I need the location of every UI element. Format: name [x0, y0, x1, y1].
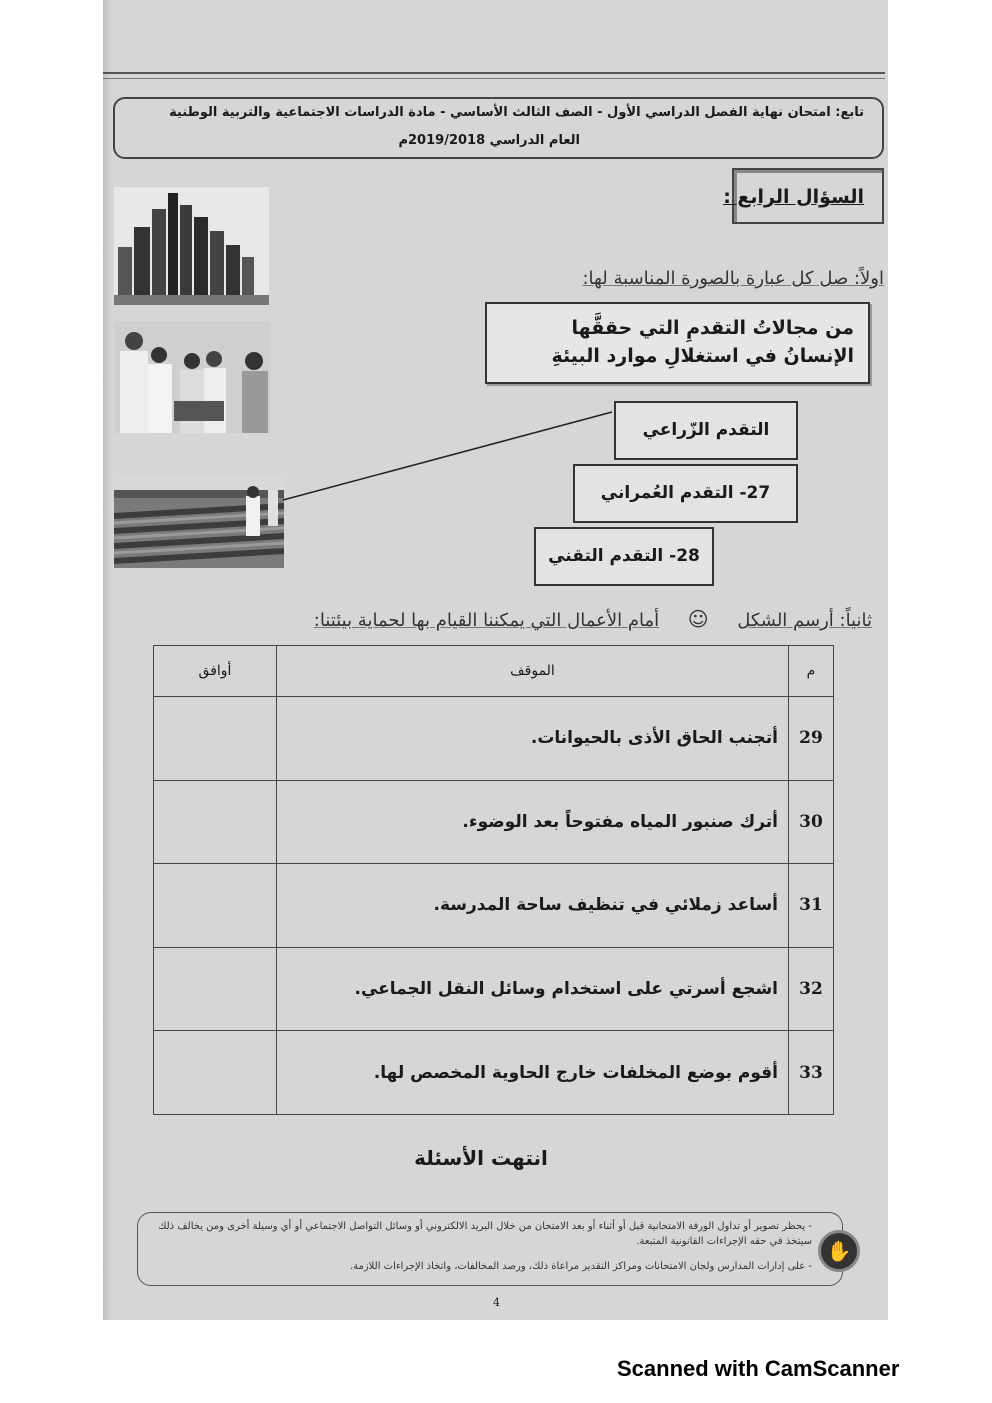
table-row — [154, 697, 834, 781]
option-technical[interactable] — [534, 527, 714, 586]
option-label: التقدم الزّراعي — [642, 420, 770, 440]
option-label: 27- التقدم العُمراني — [600, 483, 771, 503]
table-header-row — [154, 646, 834, 697]
smiley-icon: ☺ — [687, 607, 709, 631]
part2-instruction — [314, 607, 872, 631]
table-row — [154, 780, 834, 864]
option-label: 28- التقدم التقني — [548, 546, 700, 566]
stop-hand-icon: ✋ — [818, 1230, 860, 1272]
row-num: 32 — [789, 947, 834, 1031]
option-agricultural[interactable] — [614, 401, 798, 460]
end-of-questions: انتهت الأسئلة — [414, 1146, 548, 1170]
agree-cell[interactable] — [154, 780, 277, 864]
col-header-situation: الموقف — [277, 646, 789, 697]
footer-line-2: - على إدارات المدارس ولجان الامتحانات ومراكز التقدير مراعاة ذلك، ورصد المخالفات، واتخاذ الإجراءات اللازمة. — [349, 1261, 812, 1272]
row-text: أترك صنبور المياه مفتوحاً بعد الوضوء. — [277, 780, 789, 864]
prompt-text: من مجالاتُ التقدمِ التي حققَّها الإنسانُ في استغلالِ موارد البيئةِ — [551, 317, 854, 367]
col-header-num: م — [789, 646, 834, 697]
agree-cell[interactable] — [154, 947, 277, 1031]
camscanner-watermark: Scanned with CamScanner — [617, 1356, 900, 1381]
footer-notice — [137, 1212, 843, 1286]
row-text: أتجنب الحاق الأذى بالحيوانات. — [277, 697, 789, 781]
row-num: 33 — [789, 1031, 834, 1115]
table-row — [154, 947, 834, 1031]
page-number: 4 — [493, 1296, 500, 1309]
col-header-agree: أوافق — [154, 646, 277, 697]
exam-header-year: العام الدراسي 2019/2018م — [398, 133, 580, 148]
footer-line-1: - يحظر تصوير أو تداول الورقة الامتحانية قبل أو أثناء أو بعد الامتحان من خلال البريد الالكتروني أو وسائل التواصل الاجتماعي أو أي وسيلة أخرى ومن يخالف ذلك سيتخذ في حقه الإجراءات القانونية المتبعة. — [158, 1221, 812, 1247]
row-text: أقوم بوضع المخلفات خارج الحاوية المخصص لها. — [277, 1031, 789, 1115]
agree-cell[interactable] — [154, 864, 277, 948]
row-text: اشجع أسرتي على استخدام وسائل النقل الجماعي. — [277, 947, 789, 1031]
row-text: أساعد زملائي في تنظيف ساحة المدرسة. — [277, 864, 789, 948]
part1-instruction: اولاً: صل كل عبارة بالصورة المناسبة لها: — [582, 268, 884, 289]
row-num: 30 — [789, 780, 834, 864]
prompt-box — [485, 302, 870, 384]
agree-cell[interactable] — [154, 697, 277, 781]
situations-table — [153, 645, 834, 1115]
table-row — [154, 864, 834, 948]
part2-instruction-a: ثانياً: أرسم الشكل — [737, 610, 872, 631]
row-num: 31 — [789, 864, 834, 948]
agree-cell[interactable] — [154, 1031, 277, 1115]
table-row — [154, 1031, 834, 1115]
part2-instruction-b: أمام الأعمال التي يمكننا القيام بها لحماية بيئتنا: — [313, 610, 660, 631]
row-num: 29 — [789, 697, 834, 781]
option-urban[interactable] — [573, 464, 798, 523]
exam-header-title: تابع: امتحان نهاية الفصل الدراسي الأول - الصف الثالث الأساسي - مادة الدراسات الاجتماعية والتربية الوطنية — [169, 105, 864, 120]
question-title: السؤال الرابع : — [723, 186, 864, 208]
